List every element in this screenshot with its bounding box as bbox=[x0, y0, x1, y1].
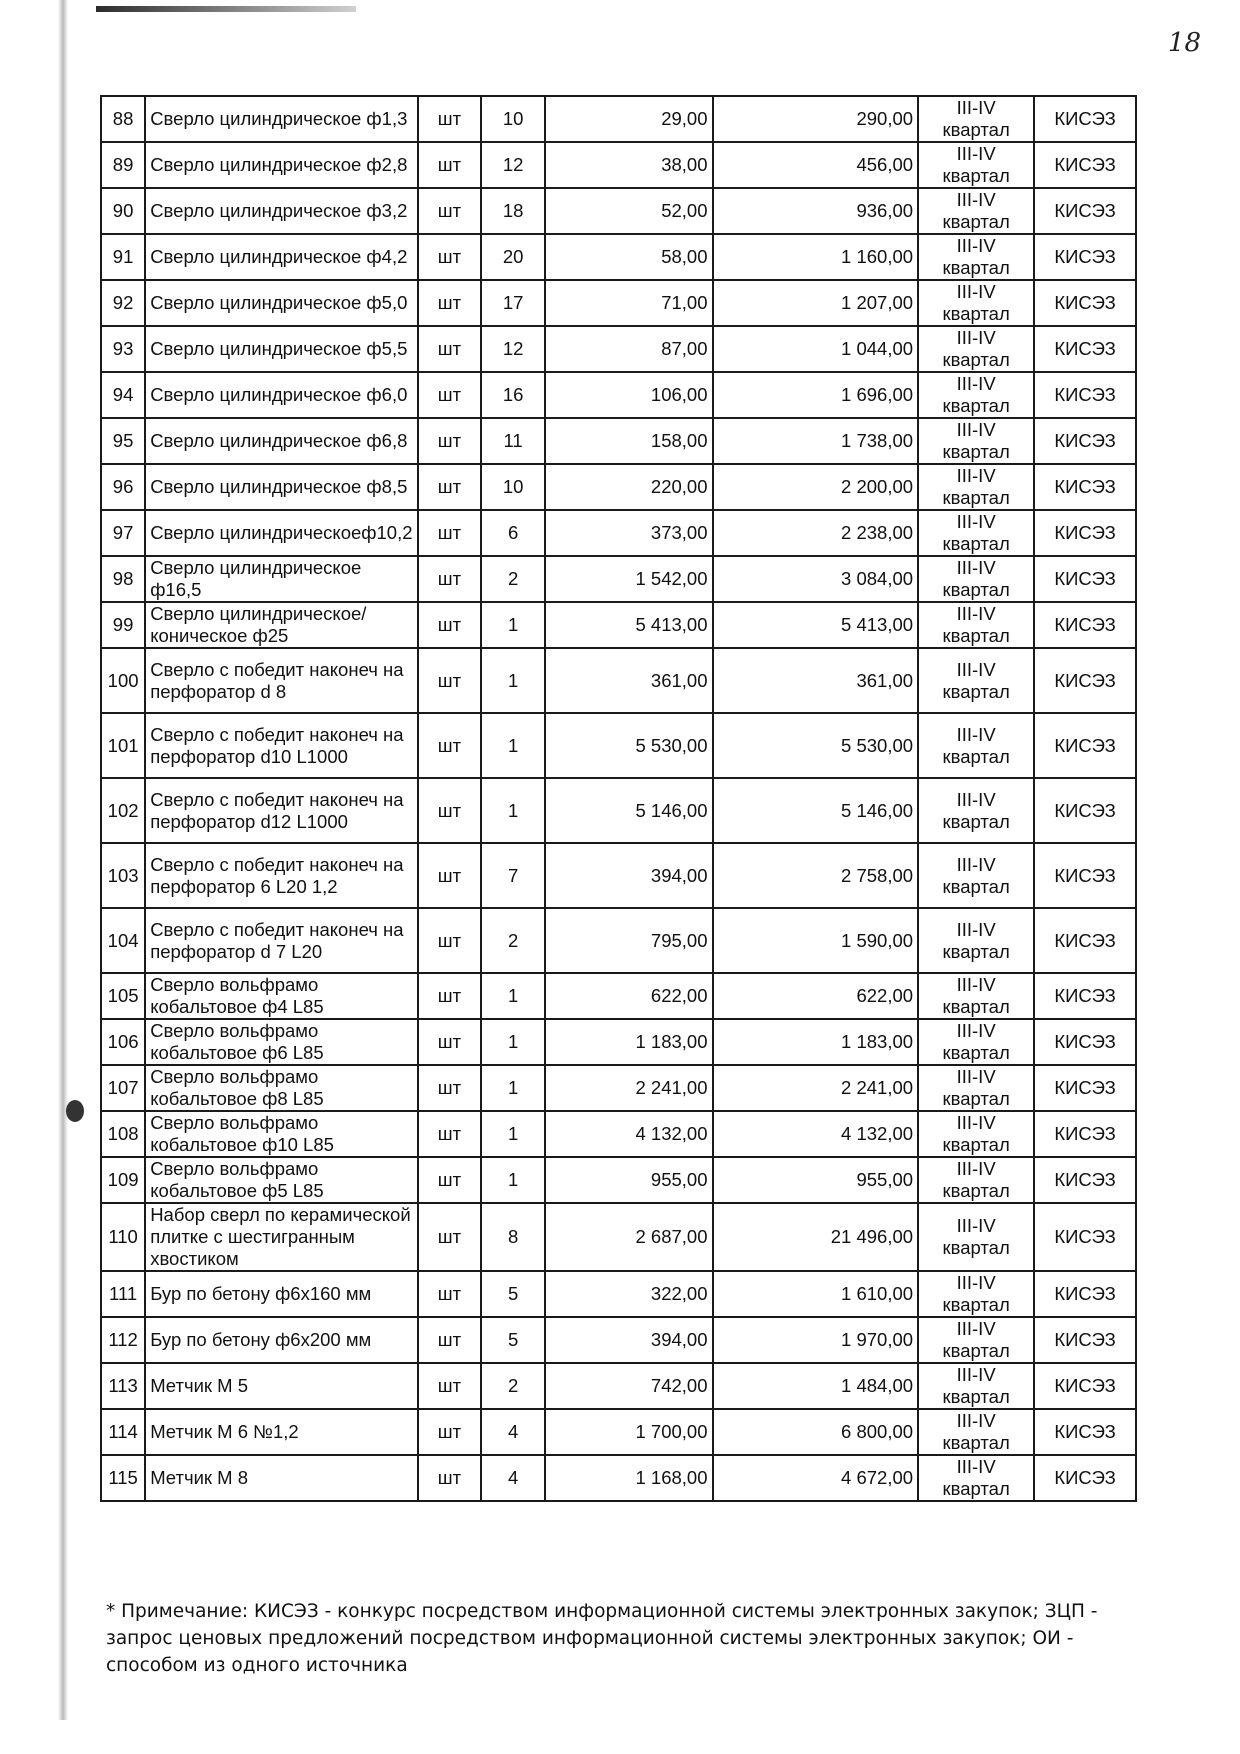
unit-cell: шт bbox=[418, 1363, 482, 1409]
procurement-method-cell: КИСЭЗ bbox=[1034, 326, 1136, 372]
table-row bbox=[101, 648, 1136, 713]
delivery-period-cell: III-IV квартал bbox=[918, 280, 1034, 326]
procurement-method-cell: КИСЭЗ bbox=[1034, 96, 1136, 142]
row-number-cell: 88 bbox=[101, 96, 145, 142]
delivery-period-cell: III-IV квартал bbox=[918, 1363, 1034, 1409]
procurement-method-cell: КИСЭЗ bbox=[1034, 1317, 1136, 1363]
total-amount-cell: 3 084,00 bbox=[713, 556, 919, 602]
unit-price-cell: 1 183,00 bbox=[545, 1019, 713, 1065]
unit-price-cell: 5 413,00 bbox=[545, 602, 713, 648]
procurement-method-cell: КИСЭЗ bbox=[1034, 713, 1136, 778]
total-amount-cell: 2 238,00 bbox=[713, 510, 919, 556]
unit-price-cell: 373,00 bbox=[545, 510, 713, 556]
unit-price-cell: 394,00 bbox=[545, 1317, 713, 1363]
unit-cell: шт bbox=[418, 1455, 482, 1501]
procurement-method-cell: КИСЭЗ bbox=[1034, 510, 1136, 556]
table-row bbox=[101, 908, 1136, 973]
procurement-method-cell: КИСЭЗ bbox=[1034, 188, 1136, 234]
table-row bbox=[101, 510, 1136, 556]
total-amount-cell: 1 183,00 bbox=[713, 1019, 919, 1065]
delivery-period-cell: III-IV квартал bbox=[918, 142, 1034, 188]
quantity-cell: 1 bbox=[481, 973, 545, 1019]
item-name-cell: Сверло цилиндрическое/ коническое ф25 bbox=[145, 602, 417, 648]
delivery-period-cell: III-IV квартал bbox=[918, 464, 1034, 510]
total-amount-cell: 456,00 bbox=[713, 142, 919, 188]
row-number-cell: 94 bbox=[101, 372, 145, 418]
table-row bbox=[101, 234, 1136, 280]
total-amount-cell: 6 800,00 bbox=[713, 1409, 919, 1455]
unit-cell: шт bbox=[418, 1317, 482, 1363]
unit-cell: шт bbox=[418, 372, 482, 418]
items-table bbox=[100, 95, 1137, 1502]
delivery-period-cell: III-IV квартал bbox=[918, 1111, 1034, 1157]
quantity-cell: 5 bbox=[481, 1317, 545, 1363]
unit-price-cell: 795,00 bbox=[545, 908, 713, 973]
total-amount-cell: 4 132,00 bbox=[713, 1111, 919, 1157]
page-number: 18 bbox=[1168, 28, 1202, 58]
item-name-cell: Сверло цилиндрическое ф5,5 bbox=[145, 326, 417, 372]
procurement-method-cell: КИСЭЗ bbox=[1034, 1019, 1136, 1065]
table-row bbox=[101, 1019, 1136, 1065]
unit-price-cell: 220,00 bbox=[545, 464, 713, 510]
item-name-cell: Метчик М 6 №1,2 bbox=[145, 1409, 417, 1455]
procurement-method-cell: КИСЭЗ bbox=[1034, 973, 1136, 1019]
table-row bbox=[101, 418, 1136, 464]
unit-price-cell: 361,00 bbox=[545, 648, 713, 713]
unit-price-cell: 52,00 bbox=[545, 188, 713, 234]
quantity-cell: 11 bbox=[481, 418, 545, 464]
row-number-cell: 96 bbox=[101, 464, 145, 510]
total-amount-cell: 1 610,00 bbox=[713, 1271, 919, 1317]
row-number-cell: 107 bbox=[101, 1065, 145, 1111]
table-row bbox=[101, 1455, 1136, 1501]
table-row bbox=[101, 1157, 1136, 1203]
delivery-period-cell: III-IV квартал bbox=[918, 1317, 1034, 1363]
row-number-cell: 92 bbox=[101, 280, 145, 326]
quantity-cell: 20 bbox=[481, 234, 545, 280]
unit-price-cell: 5 146,00 bbox=[545, 778, 713, 843]
unit-cell: шт bbox=[418, 1065, 482, 1111]
procurement-method-cell: КИСЭЗ bbox=[1034, 1203, 1136, 1271]
total-amount-cell: 1 484,00 bbox=[713, 1363, 919, 1409]
total-amount-cell: 1 207,00 bbox=[713, 280, 919, 326]
total-amount-cell: 5 530,00 bbox=[713, 713, 919, 778]
item-name-cell: Метчик М 5 bbox=[145, 1363, 417, 1409]
row-number-cell: 115 bbox=[101, 1455, 145, 1501]
quantity-cell: 12 bbox=[481, 326, 545, 372]
table-row bbox=[101, 280, 1136, 326]
row-number-cell: 93 bbox=[101, 326, 145, 372]
procurement-method-cell: КИСЭЗ bbox=[1034, 464, 1136, 510]
unit-price-cell: 2 687,00 bbox=[545, 1203, 713, 1271]
total-amount-cell: 21 496,00 bbox=[713, 1203, 919, 1271]
quantity-cell: 2 bbox=[481, 1363, 545, 1409]
row-number-cell: 100 bbox=[101, 648, 145, 713]
row-number-cell: 113 bbox=[101, 1363, 145, 1409]
unit-cell: шт bbox=[418, 464, 482, 510]
item-name-cell: Сверло вольфрамо кобальтовое ф8 L85 bbox=[145, 1065, 417, 1111]
quantity-cell: 4 bbox=[481, 1455, 545, 1501]
row-number-cell: 106 bbox=[101, 1019, 145, 1065]
table-row bbox=[101, 1363, 1136, 1409]
unit-cell: шт bbox=[418, 142, 482, 188]
row-number-cell: 95 bbox=[101, 418, 145, 464]
row-number-cell: 97 bbox=[101, 510, 145, 556]
quantity-cell: 5 bbox=[481, 1271, 545, 1317]
procurement-method-cell: КИСЭЗ bbox=[1034, 908, 1136, 973]
total-amount-cell: 2 241,00 bbox=[713, 1065, 919, 1111]
delivery-period-cell: III-IV квартал bbox=[918, 372, 1034, 418]
quantity-cell: 1 bbox=[481, 602, 545, 648]
procurement-method-cell: КИСЭЗ bbox=[1034, 602, 1136, 648]
item-name-cell: Сверло с победит наконеч на перфоратор d10 L1000 bbox=[145, 713, 417, 778]
unit-price-cell: 58,00 bbox=[545, 234, 713, 280]
procurement-method-cell: КИСЭЗ bbox=[1034, 142, 1136, 188]
table-row bbox=[101, 973, 1136, 1019]
row-number-cell: 99 bbox=[101, 602, 145, 648]
quantity-cell: 1 bbox=[481, 1111, 545, 1157]
delivery-period-cell: III-IV квартал bbox=[918, 188, 1034, 234]
total-amount-cell: 5 413,00 bbox=[713, 602, 919, 648]
table-row bbox=[101, 1317, 1136, 1363]
unit-price-cell: 29,00 bbox=[545, 96, 713, 142]
item-name-cell: Сверло цилиндрическое ф6,8 bbox=[145, 418, 417, 464]
delivery-period-cell: III-IV квартал bbox=[918, 510, 1034, 556]
item-name-cell: Сверло цилиндрическое ф3,2 bbox=[145, 188, 417, 234]
item-name-cell: Сверло с победит наконеч на перфоратор 6 L20 1,2 bbox=[145, 843, 417, 908]
quantity-cell: 2 bbox=[481, 908, 545, 973]
unit-cell: шт bbox=[418, 973, 482, 1019]
item-name-cell: Сверло вольфрамо кобальтовое ф6 L85 bbox=[145, 1019, 417, 1065]
footnote: * Примечание: КИСЭЗ - конкурс посредством информационной системы электронных закупок; ЗЦП - запрос ценовых предложений посредством информационной системы электронных закупок; ОИ - способом из одного источника bbox=[106, 1601, 1098, 1676]
quantity-cell: 1 bbox=[481, 778, 545, 843]
unit-cell: шт bbox=[418, 188, 482, 234]
table-row bbox=[101, 1111, 1136, 1157]
total-amount-cell: 1 590,00 bbox=[713, 908, 919, 973]
total-amount-cell: 5 146,00 bbox=[713, 778, 919, 843]
total-amount-cell: 955,00 bbox=[713, 1157, 919, 1203]
item-name-cell: Набор сверл по керамической плитке с шестигранным хвостиком bbox=[145, 1203, 417, 1271]
delivery-period-cell: III-IV квартал bbox=[918, 973, 1034, 1019]
table-row bbox=[101, 1271, 1136, 1317]
total-amount-cell: 2 758,00 bbox=[713, 843, 919, 908]
unit-cell: шт bbox=[418, 556, 482, 602]
item-name-cell: Сверло цилиндрическое ф4,2 bbox=[145, 234, 417, 280]
quantity-cell: 2 bbox=[481, 556, 545, 602]
unit-price-cell: 87,00 bbox=[545, 326, 713, 372]
unit-price-cell: 106,00 bbox=[545, 372, 713, 418]
quantity-cell: 6 bbox=[481, 510, 545, 556]
item-name-cell: Сверло цилиндрическое ф16,5 bbox=[145, 556, 417, 602]
row-number-cell: 103 bbox=[101, 843, 145, 908]
quantity-cell: 16 bbox=[481, 372, 545, 418]
item-name-cell: Сверло цилиндрическое ф5,0 bbox=[145, 280, 417, 326]
table-row bbox=[101, 188, 1136, 234]
row-number-cell: 101 bbox=[101, 713, 145, 778]
item-name-cell: Бур по бетону ф6х160 мм bbox=[145, 1271, 417, 1317]
quantity-cell: 17 bbox=[481, 280, 545, 326]
total-amount-cell: 936,00 bbox=[713, 188, 919, 234]
item-name-cell: Сверло вольфрамо кобальтовое ф4 L85 bbox=[145, 973, 417, 1019]
table-row bbox=[101, 464, 1136, 510]
delivery-period-cell: III-IV квартал bbox=[918, 234, 1034, 280]
unit-price-cell: 322,00 bbox=[545, 1271, 713, 1317]
procurement-method-cell: КИСЭЗ bbox=[1034, 778, 1136, 843]
table-row bbox=[101, 556, 1136, 602]
total-amount-cell: 1 696,00 bbox=[713, 372, 919, 418]
procurement-method-cell: КИСЭЗ bbox=[1034, 280, 1136, 326]
table-row bbox=[101, 142, 1136, 188]
procurement-method-cell: КИСЭЗ bbox=[1034, 1363, 1136, 1409]
table-row bbox=[101, 1203, 1136, 1271]
unit-cell: шт bbox=[418, 418, 482, 464]
row-number-cell: 90 bbox=[101, 188, 145, 234]
item-name-cell: Метчик М 8 bbox=[145, 1455, 417, 1501]
unit-cell: шт bbox=[418, 1203, 482, 1271]
unit-cell: шт bbox=[418, 843, 482, 908]
quantity-cell: 12 bbox=[481, 142, 545, 188]
unit-cell: шт bbox=[418, 326, 482, 372]
row-number-cell: 98 bbox=[101, 556, 145, 602]
unit-cell: шт bbox=[418, 1019, 482, 1065]
unit-cell: шт bbox=[418, 602, 482, 648]
row-number-cell: 110 bbox=[101, 1203, 145, 1271]
unit-cell: шт bbox=[418, 280, 482, 326]
quantity-cell: 1 bbox=[481, 1157, 545, 1203]
unit-cell: шт bbox=[418, 1409, 482, 1455]
unit-price-cell: 2 241,00 bbox=[545, 1065, 713, 1111]
hole-punch-mark bbox=[66, 1100, 84, 1122]
delivery-period-cell: III-IV квартал bbox=[918, 843, 1034, 908]
unit-price-cell: 394,00 bbox=[545, 843, 713, 908]
procurement-method-cell: КИСЭЗ bbox=[1034, 648, 1136, 713]
delivery-period-cell: III-IV квартал bbox=[918, 556, 1034, 602]
delivery-period-cell: III-IV квартал bbox=[918, 713, 1034, 778]
total-amount-cell: 1 738,00 bbox=[713, 418, 919, 464]
delivery-period-cell: III-IV квартал bbox=[918, 1409, 1034, 1455]
item-name-cell: Сверло цилиндрическоеф10,2 bbox=[145, 510, 417, 556]
row-number-cell: 114 bbox=[101, 1409, 145, 1455]
quantity-cell: 1 bbox=[481, 1065, 545, 1111]
item-name-cell: Сверло с победит наконеч на перфоратор d 7 L20 bbox=[145, 908, 417, 973]
row-number-cell: 102 bbox=[101, 778, 145, 843]
table-row bbox=[101, 778, 1136, 843]
delivery-period-cell: III-IV квартал bbox=[918, 326, 1034, 372]
unit-cell: шт bbox=[418, 1271, 482, 1317]
procurement-method-cell: КИСЭЗ bbox=[1034, 1111, 1136, 1157]
delivery-period-cell: III-IV квартал bbox=[918, 1271, 1034, 1317]
item-name-cell: Сверло вольфрамо кобальтовое ф10 L85 bbox=[145, 1111, 417, 1157]
delivery-period-cell: III-IV квартал bbox=[918, 1157, 1034, 1203]
item-name-cell: Сверло цилиндрическое ф1,3 bbox=[145, 96, 417, 142]
total-amount-cell: 1 970,00 bbox=[713, 1317, 919, 1363]
unit-price-cell: 1 700,00 bbox=[545, 1409, 713, 1455]
quantity-cell: 1 bbox=[481, 648, 545, 713]
total-amount-cell: 622,00 bbox=[713, 973, 919, 1019]
unit-price-cell: 71,00 bbox=[545, 280, 713, 326]
procurement-method-cell: КИСЭЗ bbox=[1034, 1409, 1136, 1455]
unit-price-cell: 955,00 bbox=[545, 1157, 713, 1203]
unit-cell: шт bbox=[418, 1157, 482, 1203]
unit-cell: шт bbox=[418, 908, 482, 973]
unit-price-cell: 38,00 bbox=[545, 142, 713, 188]
procurement-method-cell: КИСЭЗ bbox=[1034, 234, 1136, 280]
table-row bbox=[101, 326, 1136, 372]
total-amount-cell: 4 672,00 bbox=[713, 1455, 919, 1501]
procurement-method-cell: КИСЭЗ bbox=[1034, 556, 1136, 602]
unit-price-cell: 742,00 bbox=[545, 1363, 713, 1409]
quantity-cell: 10 bbox=[481, 96, 545, 142]
total-amount-cell: 1 160,00 bbox=[713, 234, 919, 280]
unit-cell: шт bbox=[418, 648, 482, 713]
item-name-cell: Бур по бетону ф6х200 мм bbox=[145, 1317, 417, 1363]
quantity-cell: 7 bbox=[481, 843, 545, 908]
row-number-cell: 112 bbox=[101, 1317, 145, 1363]
scan-binding-edge bbox=[58, 0, 68, 1720]
scan-top-mark bbox=[96, 6, 356, 12]
row-number-cell: 91 bbox=[101, 234, 145, 280]
table-row bbox=[101, 843, 1136, 908]
procurement-method-cell: КИСЭЗ bbox=[1034, 1065, 1136, 1111]
delivery-period-cell: III-IV квартал bbox=[918, 96, 1034, 142]
delivery-period-cell: III-IV квартал bbox=[918, 908, 1034, 973]
procurement-method-cell: КИСЭЗ bbox=[1034, 1157, 1136, 1203]
unit-cell: шт bbox=[418, 1111, 482, 1157]
delivery-period-cell: III-IV квартал bbox=[918, 602, 1034, 648]
table-row bbox=[101, 1065, 1136, 1111]
quantity-cell: 18 bbox=[481, 188, 545, 234]
row-number-cell: 111 bbox=[101, 1271, 145, 1317]
item-name-cell: Сверло вольфрамо кобальтовое ф5 L85 bbox=[145, 1157, 417, 1203]
row-number-cell: 105 bbox=[101, 973, 145, 1019]
unit-cell: шт bbox=[418, 510, 482, 556]
quantity-cell: 10 bbox=[481, 464, 545, 510]
unit-price-cell: 1 542,00 bbox=[545, 556, 713, 602]
delivery-period-cell: III-IV квартал bbox=[918, 1019, 1034, 1065]
quantity-cell: 4 bbox=[481, 1409, 545, 1455]
table-row bbox=[101, 96, 1136, 142]
row-number-cell: 89 bbox=[101, 142, 145, 188]
delivery-period-cell: III-IV квартал bbox=[918, 1203, 1034, 1271]
total-amount-cell: 1 044,00 bbox=[713, 326, 919, 372]
procurement-method-cell: КИСЭЗ bbox=[1034, 1455, 1136, 1501]
delivery-period-cell: III-IV квартал bbox=[918, 1455, 1034, 1501]
procurement-method-cell: КИСЭЗ bbox=[1034, 418, 1136, 464]
row-number-cell: 108 bbox=[101, 1111, 145, 1157]
item-name-cell: Сверло цилиндрическое ф6,0 bbox=[145, 372, 417, 418]
quantity-cell: 1 bbox=[481, 713, 545, 778]
unit-price-cell: 4 132,00 bbox=[545, 1111, 713, 1157]
unit-cell: шт bbox=[418, 713, 482, 778]
item-name-cell: Сверло с победит наконеч на перфоратор d12 L1000 bbox=[145, 778, 417, 843]
delivery-period-cell: III-IV квартал bbox=[918, 1065, 1034, 1111]
quantity-cell: 1 bbox=[481, 1019, 545, 1065]
unit-price-cell: 158,00 bbox=[545, 418, 713, 464]
unit-price-cell: 1 168,00 bbox=[545, 1455, 713, 1501]
quantity-cell: 8 bbox=[481, 1203, 545, 1271]
unit-price-cell: 5 530,00 bbox=[545, 713, 713, 778]
table-row bbox=[101, 713, 1136, 778]
item-name-cell: Сверло с победит наконеч на перфоратор d 8 bbox=[145, 648, 417, 713]
table-row bbox=[101, 602, 1136, 648]
total-amount-cell: 2 200,00 bbox=[713, 464, 919, 510]
procurement-method-cell: КИСЭЗ bbox=[1034, 372, 1136, 418]
table-row bbox=[101, 1409, 1136, 1455]
unit-price-cell: 622,00 bbox=[545, 973, 713, 1019]
unit-cell: шт bbox=[418, 234, 482, 280]
delivery-period-cell: III-IV квартал bbox=[918, 418, 1034, 464]
procurement-method-cell: КИСЭЗ bbox=[1034, 1271, 1136, 1317]
total-amount-cell: 290,00 bbox=[713, 96, 919, 142]
row-number-cell: 104 bbox=[101, 908, 145, 973]
delivery-period-cell: III-IV квартал bbox=[918, 778, 1034, 843]
item-name-cell: Сверло цилиндрическое ф8,5 bbox=[145, 464, 417, 510]
total-amount-cell: 361,00 bbox=[713, 648, 919, 713]
unit-cell: шт bbox=[418, 778, 482, 843]
table-row bbox=[101, 372, 1136, 418]
delivery-period-cell: III-IV квартал bbox=[918, 648, 1034, 713]
unit-cell: шт bbox=[418, 96, 482, 142]
item-name-cell: Сверло цилиндрическое ф2,8 bbox=[145, 142, 417, 188]
procurement-method-cell: КИСЭЗ bbox=[1034, 843, 1136, 908]
row-number-cell: 109 bbox=[101, 1157, 145, 1203]
